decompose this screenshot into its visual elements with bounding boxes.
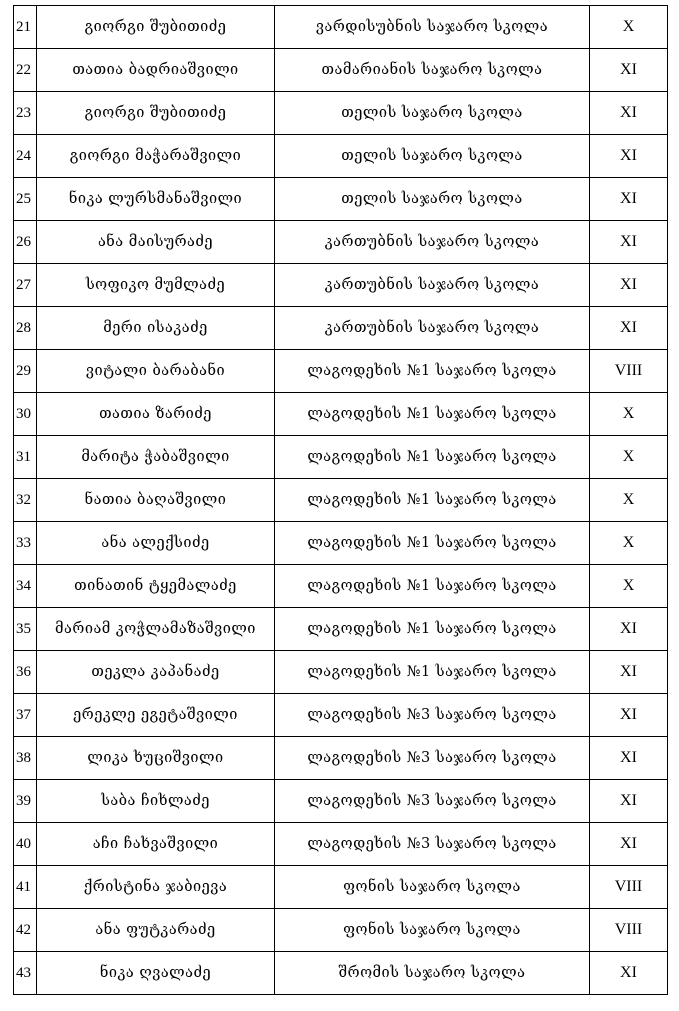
student-name: ლიკა ხუციშვილი: [37, 737, 275, 780]
table-row: [14, 522, 668, 565]
row-number: 38: [14, 737, 37, 780]
table-row: [14, 780, 668, 823]
school-name: ლაგოდეხის №3 საჯარო სკოლა: [275, 694, 590, 737]
table-row: [14, 436, 668, 479]
student-name: თათია ბადრიაშვილი: [37, 49, 275, 92]
grade: XI: [590, 178, 668, 221]
grade: X: [590, 479, 668, 522]
grade: XI: [590, 952, 668, 995]
student-name: საბა ჩიხლაძე: [37, 780, 275, 823]
row-number: 30: [14, 393, 37, 436]
row-number: 37: [14, 694, 37, 737]
grade: X: [590, 393, 668, 436]
row-number: 32: [14, 479, 37, 522]
table-row: [14, 952, 668, 995]
student-name: მერი ისაკაძე: [37, 307, 275, 350]
school-name: ლაგოდეხის №3 საჯარო სკოლა: [275, 737, 590, 780]
table-row: [14, 608, 668, 651]
grade: VIII: [590, 909, 668, 952]
school-name: თელის საჯარო სკოლა: [275, 178, 590, 221]
grade: XI: [590, 135, 668, 178]
school-name: კართუბნის საჯარო სკოლა: [275, 221, 590, 264]
school-name: ლაგოდეხის №1 საჯარო სკოლა: [275, 350, 590, 393]
school-name: ფონის საჯარო სკოლა: [275, 866, 590, 909]
row-number: 25: [14, 178, 37, 221]
grade: X: [590, 436, 668, 479]
table-row: [14, 909, 668, 952]
row-number: 31: [14, 436, 37, 479]
row-number: 29: [14, 350, 37, 393]
grade: XI: [590, 49, 668, 92]
row-number: 42: [14, 909, 37, 952]
student-name: ანა მაისურაძე: [37, 221, 275, 264]
row-number: 26: [14, 221, 37, 264]
student-name: ანა ფუტკარაძე: [37, 909, 275, 952]
table-row: [14, 221, 668, 264]
table-row: [14, 6, 668, 49]
table-row: [14, 565, 668, 608]
student-name: ვიტალი ბარაბანი: [37, 350, 275, 393]
student-name: გიორგი მაჭარაშვილი: [37, 135, 275, 178]
table-row: [14, 92, 668, 135]
row-number: 40: [14, 823, 37, 866]
grade: VIII: [590, 350, 668, 393]
student-name: ანა ალექსიძე: [37, 522, 275, 565]
school-name: ლაგოდეხის №1 საჯარო სკოლა: [275, 565, 590, 608]
student-name: მარიამ კოჭლამაზაშვილი: [37, 608, 275, 651]
row-number: 39: [14, 780, 37, 823]
grade: XI: [590, 221, 668, 264]
school-name: ლაგოდეხის №1 საჯარო სკოლა: [275, 651, 590, 694]
student-name: თეკლა კაპანაძე: [37, 651, 275, 694]
school-name: ლაგოდეხის №3 საჯარო სკოლა: [275, 780, 590, 823]
student-name: თათია ზარიძე: [37, 393, 275, 436]
student-name: ნათია ბაღაშვილი: [37, 479, 275, 522]
table-row: [14, 393, 668, 436]
grade: XI: [590, 92, 668, 135]
school-name: ლაგოდეხის №1 საჯარო სკოლა: [275, 522, 590, 565]
grade: X: [590, 565, 668, 608]
row-number: 22: [14, 49, 37, 92]
grade: XI: [590, 608, 668, 651]
school-name: ფონის საჯარო სკოლა: [275, 909, 590, 952]
student-name: გიორგი შუბითიძე: [37, 92, 275, 135]
school-name: ლაგოდეხის №1 საჯარო სკოლა: [275, 479, 590, 522]
row-number: 43: [14, 952, 37, 995]
student-name: ნიკა ლურსმანაშვილი: [37, 178, 275, 221]
row-number: 23: [14, 92, 37, 135]
school-name: ლაგოდეხის №3 საჯარო სკოლა: [275, 823, 590, 866]
table-row: [14, 866, 668, 909]
table-row: [14, 651, 668, 694]
school-name: თამარიანის საჯარო სკოლა: [275, 49, 590, 92]
grade: XI: [590, 737, 668, 780]
table-row: [14, 178, 668, 221]
table-row: [14, 264, 668, 307]
school-name: კართუბნის საჯარო სკოლა: [275, 264, 590, 307]
table-row: [14, 479, 668, 522]
school-name: ლაგოდეხის №1 საჯარო სკოლა: [275, 393, 590, 436]
table-row: [14, 350, 668, 393]
row-number: 24: [14, 135, 37, 178]
school-name: ვარდისუბნის საჯარო სკოლა: [275, 6, 590, 49]
grade: XI: [590, 823, 668, 866]
row-number: 27: [14, 264, 37, 307]
table-row: [14, 737, 668, 780]
row-number: 34: [14, 565, 37, 608]
table-row: [14, 49, 668, 92]
student-name: მარიტა ჭაბაშვილი: [37, 436, 275, 479]
row-number: 33: [14, 522, 37, 565]
grade: XI: [590, 651, 668, 694]
student-name: ქრისტინა ჯაბიევა: [37, 866, 275, 909]
table-row: [14, 307, 668, 350]
school-name: ლაგოდეხის №1 საჯარო სკოლა: [275, 436, 590, 479]
row-number: 28: [14, 307, 37, 350]
row-number: 41: [14, 866, 37, 909]
grade: VIII: [590, 866, 668, 909]
grade: XI: [590, 780, 668, 823]
school-name: თელის საჯარო სკოლა: [275, 92, 590, 135]
table-body: [14, 6, 668, 995]
student-name: თინათინ ტყემალაძე: [37, 565, 275, 608]
row-number: 21: [14, 6, 37, 49]
grade: X: [590, 6, 668, 49]
table-row: [14, 135, 668, 178]
student-name: ნიკა ღვალაძე: [37, 952, 275, 995]
grade: XI: [590, 307, 668, 350]
table-row: [14, 823, 668, 866]
table-row: [14, 694, 668, 737]
school-name: ლაგოდეხის №1 საჯარო სკოლა: [275, 608, 590, 651]
grade: XI: [590, 264, 668, 307]
school-name: შრომის საჯარო სკოლა: [275, 952, 590, 995]
grade: X: [590, 522, 668, 565]
student-name: გიორგი შუბითიძე: [37, 6, 275, 49]
row-number: 35: [14, 608, 37, 651]
student-name: ერეკლე ეგეტაშვილი: [37, 694, 275, 737]
student-name: სოფიკო მუმლაძე: [37, 264, 275, 307]
row-number: 36: [14, 651, 37, 694]
grade: XI: [590, 694, 668, 737]
school-name: კართუბნის საჯარო სკოლა: [275, 307, 590, 350]
student-name: აჩი ჩახვაშვილი: [37, 823, 275, 866]
school-name: თელის საჯარო სკოლა: [275, 135, 590, 178]
student-list-table: [13, 5, 668, 995]
